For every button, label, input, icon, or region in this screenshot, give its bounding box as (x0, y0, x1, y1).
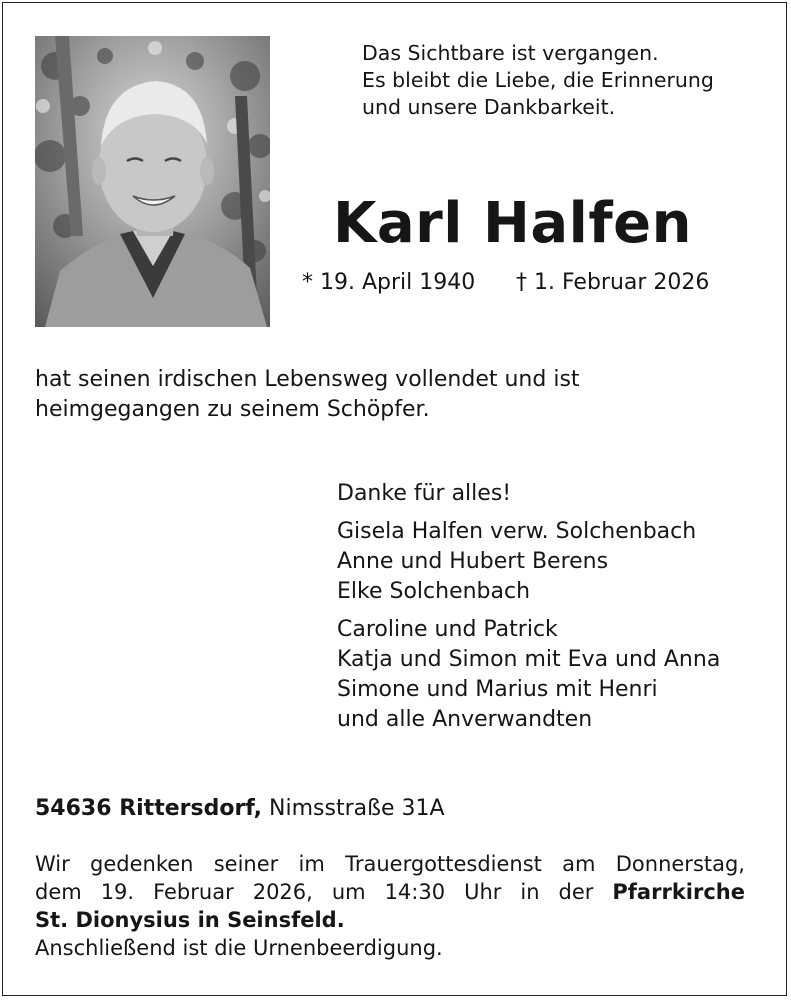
mourner-name: Caroline und Patrick (337, 617, 558, 642)
mourner-name: Anne und Hubert Berens (337, 549, 609, 574)
mourners-list (337, 479, 720, 735)
mourner-name: Simone und Marius mit Henri (337, 677, 658, 702)
address-city: 54636 Rittersdorf, (35, 796, 263, 821)
birth-date: * 19. April 1940 (302, 270, 476, 295)
mourners-group-family (337, 517, 720, 607)
death-date: † 1. Februar 2026 (516, 270, 710, 295)
portrait-photo-icon (35, 36, 270, 327)
deceased-name: Karl Halfen (332, 191, 693, 256)
quote-line: Das Sichtbare ist vergangen. (362, 41, 659, 65)
announcement-line: heimgegangen zu seinem Schöpfer. (35, 397, 430, 422)
service-line-with-church (35, 878, 745, 906)
mourners-group-grandchildren (337, 615, 720, 735)
memorial-quote (362, 40, 714, 121)
mourner-name: Gisela Halfen verw. Solchenbach (337, 519, 697, 544)
service-line: Wir gedenken seiner im Trauergottesdienst am Donnerstag, (35, 852, 745, 876)
portrait-photo (35, 36, 270, 327)
quote-line: und unsere Dankbarkeit. (362, 95, 616, 119)
church-name-part1: Pfarrkirche (612, 880, 745, 904)
address (35, 794, 445, 824)
service-details (35, 850, 745, 962)
thanks-line: Danke für alles! (337, 481, 512, 506)
address-street: Nimsstraße 31A (269, 796, 445, 821)
mourner-name: und alle Anverwandten (337, 707, 593, 732)
mourner-name: Katja und Simon mit Eva und Anna (337, 647, 721, 672)
burial-note: Anschließend ist die Urnenbeerdigung. (35, 936, 443, 960)
announcement-line: hat seinen irdischen Lebensweg vollendet und ist (35, 367, 580, 392)
mourner-name: Elke Solchenbach (337, 579, 531, 604)
announcement-text (35, 365, 580, 425)
service-time-text: dem 19. Februar 2026, um 14:30 Uhr in der (35, 880, 594, 904)
church-name-part2: St. Dionysius in Seinsfeld. (35, 908, 345, 932)
quote-line: Es bleibt die Liebe, die Erinnerung (362, 68, 714, 92)
